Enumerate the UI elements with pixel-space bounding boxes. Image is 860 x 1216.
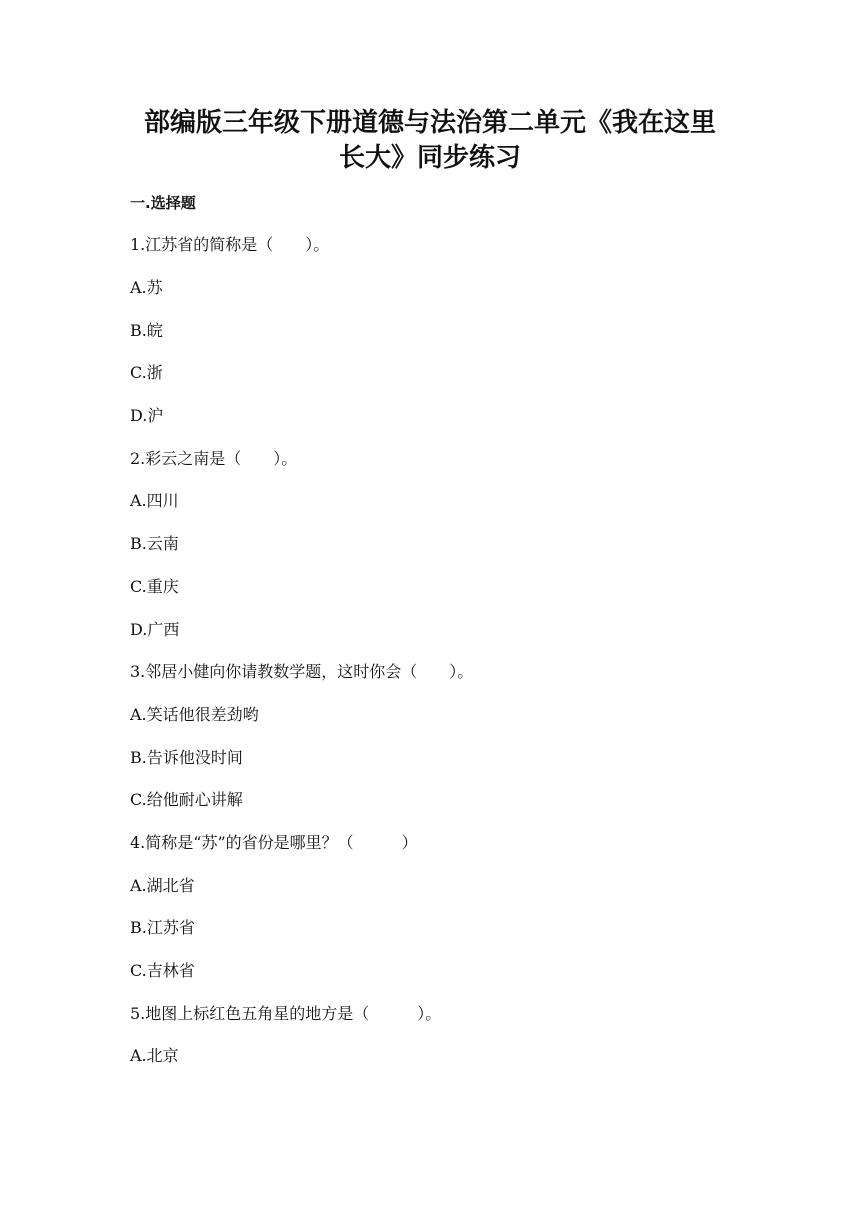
question-2-option-c: C.重庆 bbox=[130, 577, 179, 596]
question-4-option-c: C.吉林省 bbox=[130, 961, 195, 980]
question-3-option-c: C.给他耐心讲解 bbox=[130, 790, 243, 809]
question-3-stem: 3.邻居小健向你请教数学题，这时你会（ ）。 bbox=[130, 662, 474, 681]
question-4-stem: 4.简称是“苏”的省份是哪里？（ ） bbox=[130, 833, 418, 852]
question-4-option-b: B.江苏省 bbox=[130, 918, 195, 937]
question-2-stem: 2.彩云之南是（ ）。 bbox=[130, 449, 298, 468]
question-4-option-a: A.湖北省 bbox=[130, 876, 195, 895]
question-3-option-a: A.笑话他很差劲哟 bbox=[130, 705, 259, 724]
question-1-option-a: A.苏 bbox=[130, 278, 163, 297]
document-title-line-1: 部编版三年级下册道德与法治第二单元《我在这里 bbox=[143, 108, 716, 138]
question-1-option-b: B.皖 bbox=[130, 321, 163, 340]
document-title-line-2: 长大》同步练习 bbox=[338, 143, 521, 173]
question-5-stem: 5.地图上标红色五角星的地方是（ ）。 bbox=[130, 1004, 442, 1023]
question-1-stem: 1.江苏省的简称是（ ）。 bbox=[130, 235, 330, 254]
question-1-option-c: C.浙 bbox=[130, 363, 163, 382]
question-1-option-d: D.沪 bbox=[130, 406, 164, 425]
question-2-option-b: B.云南 bbox=[130, 534, 179, 553]
section-heading-multiple-choice: 一.选择题 bbox=[130, 194, 196, 212]
question-2-option-d: D.广西 bbox=[130, 620, 180, 639]
question-3-option-b: B.告诉他没时间 bbox=[130, 748, 243, 767]
question-2-option-a: A.四川 bbox=[130, 491, 179, 510]
question-5-option-a: A.北京 bbox=[130, 1046, 179, 1065]
